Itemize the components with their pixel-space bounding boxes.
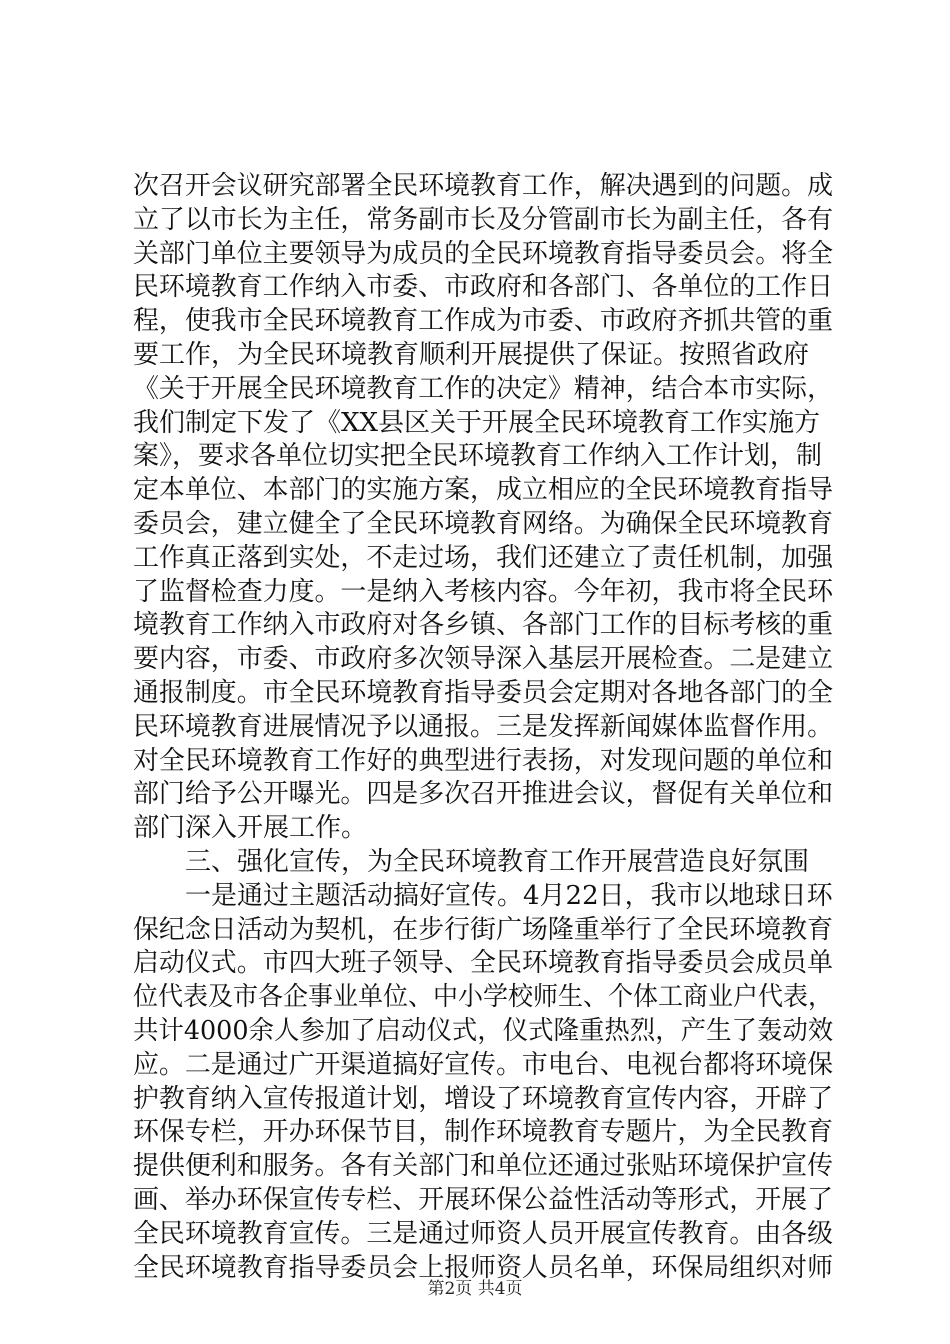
text-line: 我们制定下发了《XX县区关于开展全民环境教育工作实施方	[133, 407, 821, 438]
text-line: 全民环境教育宣传。三是通过师资人员开展宣传教育。由各级	[133, 1218, 834, 1249]
text-line: 三、强化宣传，为全民环境教育工作开展营造良好氛围	[185, 846, 810, 877]
text-line: 民环境教育进展情况予以通报。三是发挥新闻媒体监督作用。	[133, 711, 834, 742]
text-line: 部门给予公开曝光。四是多次召开推进会议，督促有关单位和	[133, 779, 834, 810]
text-line: 程，使我市全民环境教育工作成为市委、市政府齐抓共管的重	[133, 306, 834, 337]
text-line: 《关于开展全民环境教育工作的决定》精神，结合本市实际，	[133, 373, 834, 404]
text-line: 提供便利和服务。各有关部门和单位还通过张贴环境保护宣传	[133, 1151, 834, 1182]
text-line: 一是通过主题活动搞好宣传。4月22日，我市以地球日环	[185, 880, 833, 911]
text-line: 委员会，建立健全了全民环境教育网络。为确保全民环境教育	[133, 508, 834, 539]
text-line: 画、举办环保宣传专栏、开展环保公益性活动等形式，开展了	[133, 1184, 834, 1215]
text-line: 对全民环境教育工作好的典型进行表扬，对发现问题的单位和	[133, 745, 834, 776]
text-line: 部门深入开展工作。	[133, 813, 368, 844]
text-line: 保纪念日活动为契机，在步行街广场隆重举行了全民环境教育	[133, 914, 834, 945]
text-line: 通报制度。市全民环境教育指导委员会定期对各地各部门的全	[133, 677, 834, 708]
text-line: 民环境教育工作纳入市委、市政府和各部门、各单位的工作日	[133, 272, 834, 303]
body-text	[133, 170, 833, 1285]
text-line: 环保专栏，开办环保节目，制作环境教育专题片，为全民教育	[133, 1117, 834, 1148]
text-line: 立了以市长为主任，常务副市长及分管副市长为副主任，各有	[133, 204, 834, 235]
text-line: 启动仪式。市四大班子领导、全民环境教育指导委员会成员单	[133, 948, 834, 979]
page-footer: 第2页 共4页	[427, 1279, 523, 1299]
text-line: 关部门单位主要领导为成员的全民环境教育指导委员会。将全	[133, 238, 834, 269]
text-line: 次召开会议研究部署全民环境教育工作，解决遇到的问题。成	[133, 171, 834, 201]
text-line: 位代表及市各企事业单位、中小学校师生、个体工商业户代表，	[133, 982, 833, 1013]
text-line: 境教育工作纳入市政府对各乡镇、各部门工作的目标考核的重	[133, 610, 834, 641]
text-line: 要内容，市委、市政府多次领导深入基层开展检查。二是建立	[133, 644, 834, 675]
text-line: 护教育纳入宣传报道计划，增设了环境教育宣传内容，开辟了	[133, 1083, 834, 1114]
text-line: 工作真正落到实处，不走过场，我们还建立了责任机制，加强	[133, 542, 834, 573]
text-line: 定本单位、本部门的实施方案，成立相应的全民环境教育指导	[133, 475, 834, 506]
text-line: 应。二是通过广开渠道搞好宣传。市电台、电视台都将环境保	[133, 1049, 834, 1080]
text-line: 要工作，为全民环境教育顺利开展提供了保证。按照省政府	[133, 339, 810, 370]
text-line: 全民环境教育指导委员会上报师资人员名单，环保局组织对师	[133, 1252, 834, 1283]
text-line: 案》，要求各单位切实把全民环境教育工作纳入工作计划，制	[133, 441, 823, 472]
text-line: 共计4000余人参加了启动仪式，仪式隆重热烈，产生了轰动效	[133, 1015, 834, 1046]
text-line: 了监督检查力度。一是纳入考核内容。今年初，我市将全民环	[133, 576, 834, 607]
